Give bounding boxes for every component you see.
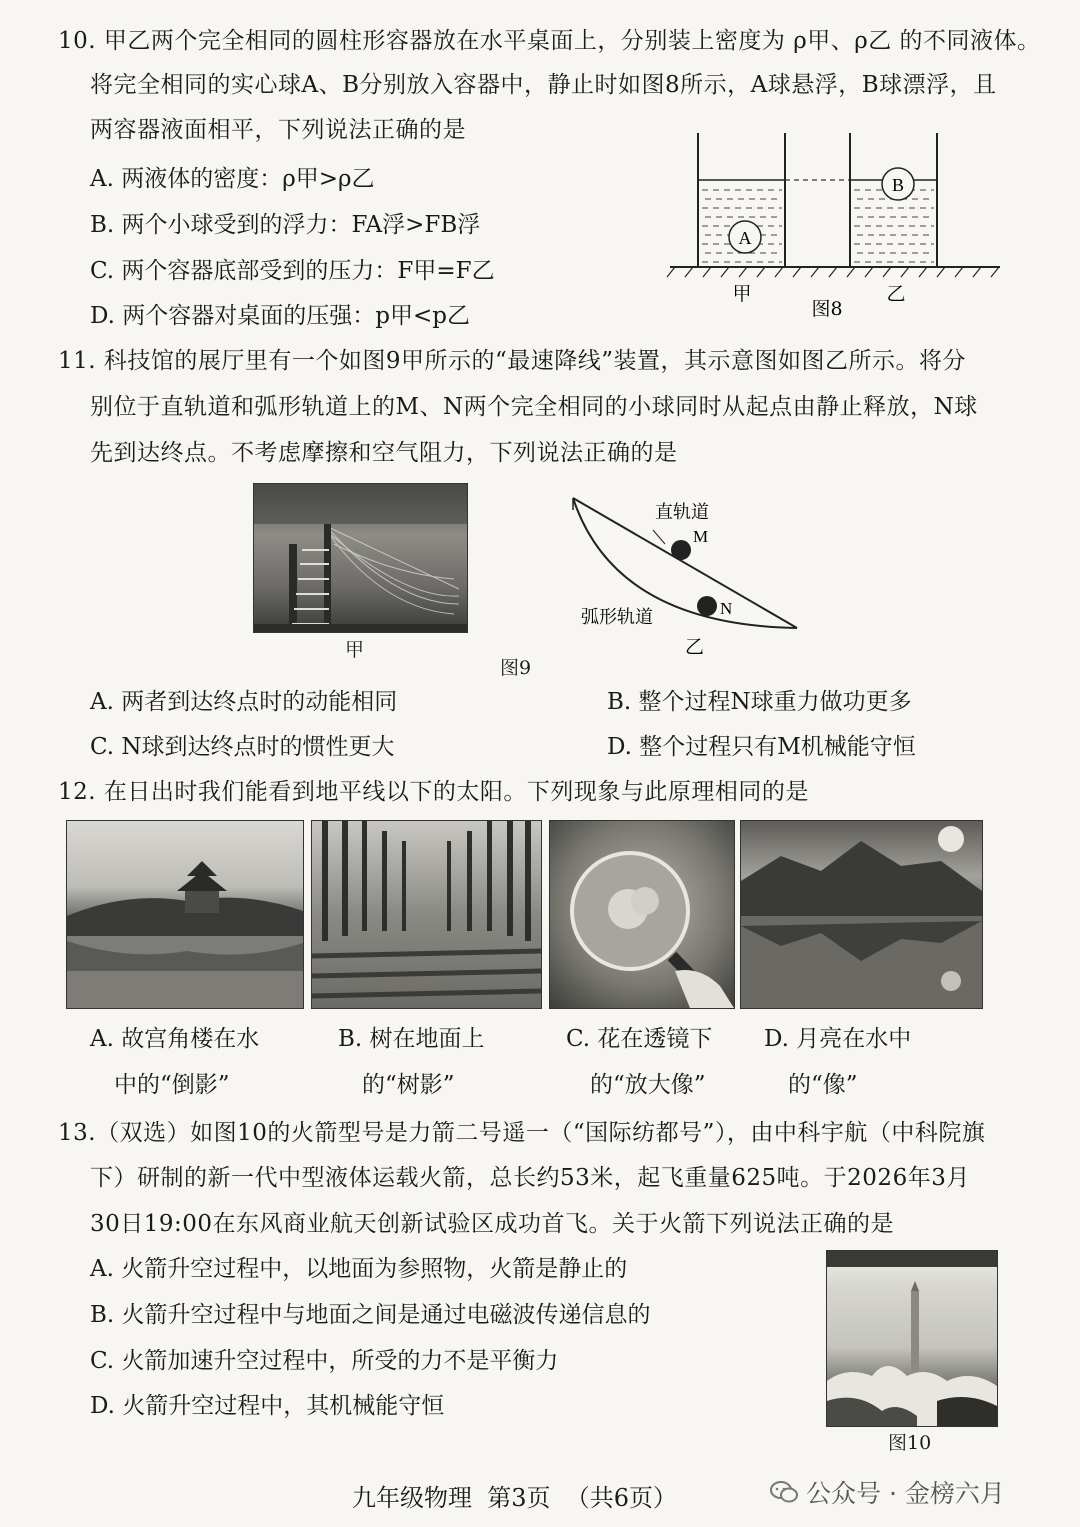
q11-line-1: 11. 科技馆的展厅里有一个如图9甲所示的“最速降线”装置，其示意图如图乙所示。将分	[58, 348, 967, 374]
figure-9-diagram	[565, 490, 805, 660]
figure-9-caption: 图9	[500, 657, 532, 679]
q13-line-1: 13.（双选）如图10的火箭型号是力箭二号遥一（“国际纺都号”），由中科宇航（中科院旗	[58, 1120, 986, 1146]
label-yi: 乙	[886, 283, 906, 305]
ball-n	[697, 596, 717, 616]
ball-m-label: M	[693, 527, 709, 546]
q10-line-1: 10. 甲乙两个完全相同的圆柱形容器放在水平桌面上，分别装上密度为 ρ甲、ρ乙 的不同液体。	[58, 28, 1041, 54]
label-straight-track: 直轨道	[655, 502, 709, 523]
photo-a-illustration	[67, 821, 303, 1008]
watermark	[770, 1474, 1005, 1510]
q13-option-c: C. 火箭加速升空过程中，所受的力不是平衡力	[90, 1348, 559, 1374]
wechat-icon-svg	[770, 1480, 798, 1504]
figure-10-caption: 图10	[888, 1432, 932, 1454]
q13-option-b: B. 火箭升空过程中与地面之间是通过电磁波传递信息的	[90, 1302, 651, 1328]
photo-c-magnifier	[549, 820, 735, 1009]
page-footer: 九年级物理 第3页 （共6页）	[352, 1484, 678, 1512]
ball-n-label: N	[720, 599, 733, 618]
photo-d-moon-reflection	[740, 820, 983, 1009]
q12-option-c-line-1: C. 花在透镜下	[566, 1026, 713, 1052]
ball-a-label: A	[738, 228, 752, 248]
figure-9-photo-brachistochrone	[253, 483, 468, 633]
photo-b-illustration	[312, 821, 541, 1008]
q12-option-b-line-2: 的“树影”	[362, 1072, 455, 1098]
q10-line-3: 两容器液面相平，下列说法正确的是	[90, 117, 466, 143]
q12-option-d-line-1: D. 月亮在水中	[764, 1026, 912, 1052]
figure-9-label-yi: 乙	[685, 636, 705, 658]
figure-8-containers	[665, 125, 1010, 330]
ball-b-label: B	[891, 175, 905, 195]
q13-line-3: 30日19:00在东风商业航天创新试验区成功首飞。关于火箭下列说法正确的是	[90, 1211, 895, 1237]
q11-option-b: B. 整个过程N球重力做功更多	[607, 689, 912, 715]
q12-option-a-line-1: A. 故宫角楼在水	[90, 1026, 260, 1052]
q13-line-2: 下）研制的新一代中型液体运载火箭，总长约53米，起飞重量625吨。于2026年3月	[90, 1165, 970, 1191]
q11-line-3: 先到达终点。不考虑摩擦和空气阻力，下列说法正确的是	[90, 440, 678, 466]
photo-illustration	[254, 484, 467, 632]
figure-8-caption: 图8	[811, 298, 843, 320]
q11-option-d: D. 整个过程只有M机械能守恒	[607, 734, 916, 760]
q11-option-c: C. N球到达终点时的惯性更大	[90, 734, 395, 760]
photo-c-illustration	[550, 821, 734, 1008]
q12-option-c-line-2: 的“放大像”	[590, 1072, 706, 1098]
photo-d-illustration	[741, 821, 982, 1008]
wechat-icon	[770, 1480, 798, 1504]
watermark-text: 公众号 · 金榜六月	[806, 1479, 1005, 1508]
q10-option-b: B. 两个小球受到的浮力：FA浮>FB浮	[90, 212, 481, 238]
q12-option-a-line-2: 中的“倒影”	[114, 1072, 230, 1098]
q13-option-d: D. 火箭升空过程中，其机械能守恒	[90, 1393, 445, 1419]
q12-option-d-line-2: 的“像”	[788, 1072, 858, 1098]
q10-option-c: C. 两个容器底部受到的压力：F甲=F乙	[90, 258, 495, 284]
figure-10-rocket-photo	[826, 1250, 998, 1427]
ball-m	[671, 540, 691, 560]
q10-option-d: D. 两个容器对桌面的压强：p甲<p乙	[90, 303, 470, 329]
q13-option-a: A. 火箭升空过程中，以地面为参照物，火箭是静止的	[90, 1256, 628, 1282]
label-jia: 甲	[732, 283, 752, 305]
q12-line: 12. 在日出时我们能看到地平线以下的太阳。下列现象与此原理相同的是	[58, 779, 809, 805]
q10-line-2: 将完全相同的实心球A、B分别放入容器中，静止时如图8所示，A球悬浮，B球漂浮，且	[90, 72, 997, 98]
figure-9-label-jia: 甲	[345, 639, 365, 661]
q11-line-2: 别位于直轨道和弧形轨道上的M、N两个完全相同的小球同时从起点由静止释放，N球	[90, 394, 978, 420]
label-arc-track: 弧形轨道	[581, 607, 653, 628]
container-yi	[850, 133, 937, 267]
rocket-illustration	[827, 1251, 997, 1426]
q11-option-a: A. 两者到达终点时的动能相同	[90, 689, 398, 715]
photo-b-tree-shadows	[311, 820, 542, 1009]
photo-a-corner-tower	[66, 820, 304, 1009]
q12-option-b-line-1: B. 树在地面上	[338, 1026, 485, 1052]
q10-option-a: A. 两液体的密度：ρ甲>ρ乙	[90, 166, 375, 192]
table-hatching	[667, 267, 999, 277]
